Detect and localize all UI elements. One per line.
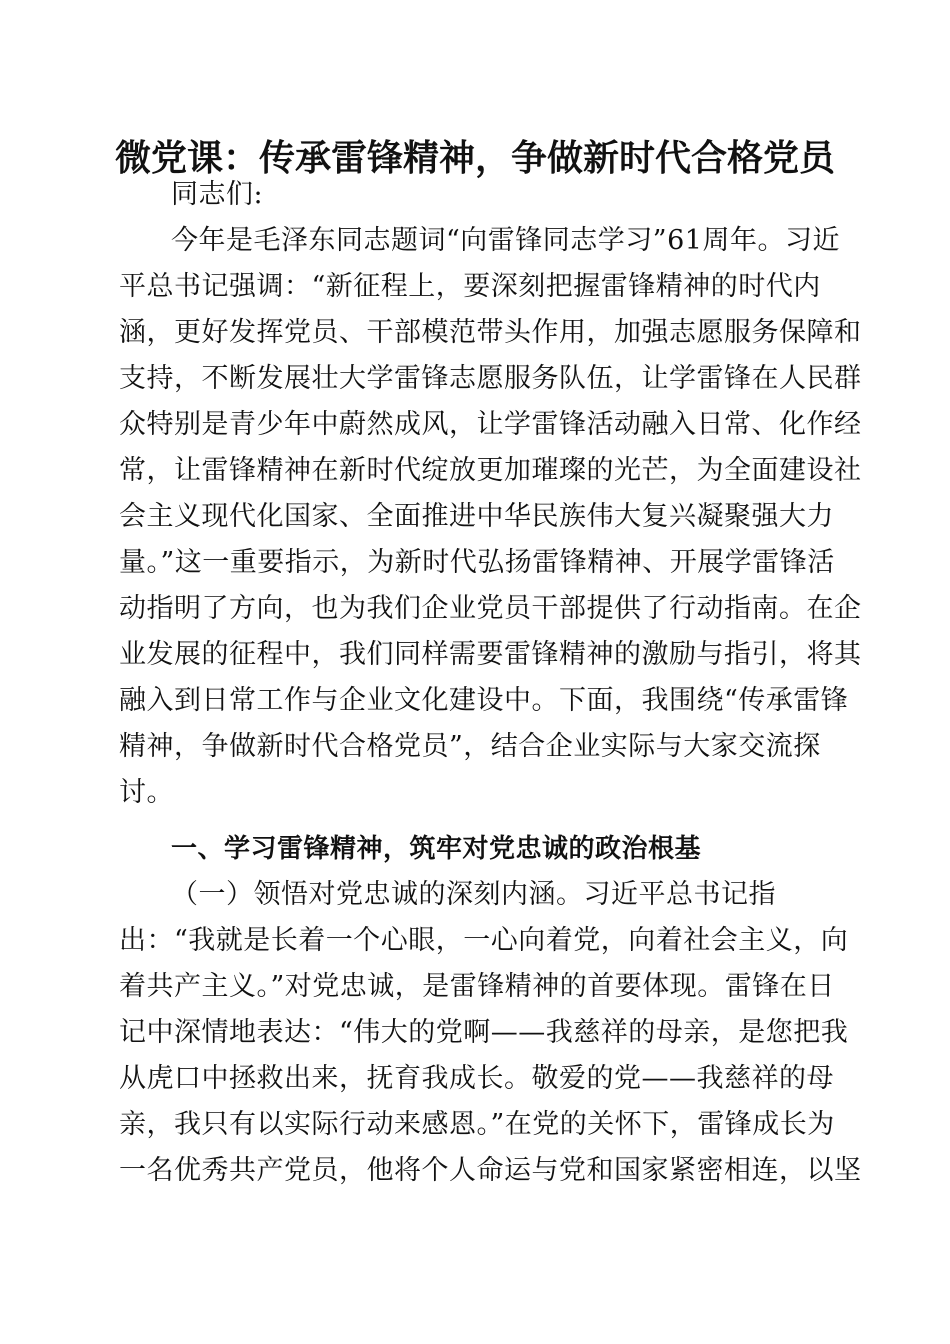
paragraph-line: 量。”这一重要指示，为新时代弘扬雷锋精神、开展学雷锋活 — [119, 547, 835, 578]
subsection-line: 记中深情地表达：“伟大的党啊——我慈祥的母亲，是您把我 — [119, 1017, 849, 1048]
paragraph-line: 众特别是青少年中蔚然成风，让学雷锋活动融入日常、化作经 — [119, 409, 862, 440]
greeting-line: 同志们: — [171, 179, 264, 210]
paragraph-line: 常，让雷锋精神在新时代绽放更加璀璨的光芒，为全面建设社 — [119, 455, 862, 486]
subsection-line: 亲，我只有以实际行动来感恩。”在党的关怀下，雷锋成长为 — [119, 1109, 835, 1140]
subsection-line: 一名优秀共产党员，他将个人命运与党和国家紧密相连，以坚 — [119, 1155, 862, 1186]
subsection-line: （一）领悟对党忠诚的深刻内涵。习近平总书记指 — [171, 879, 776, 910]
paragraph-line: 动指明了方向，也为我们企业党员干部提供了行动指南。在企 — [119, 593, 862, 624]
paragraph-line: 讨。 — [119, 777, 174, 808]
paragraph-line: 平总书记强调：“新征程上，要深刻把握雷锋精神的时代内 — [119, 271, 821, 302]
paragraph-line: 支持，不断发展壮大学雷锋志愿服务队伍，让学雷锋在人民群 — [119, 363, 862, 394]
paragraph-line: 今年是毛泽东同志题词“向雷锋同志学习”61周年。习近 — [171, 225, 840, 256]
subsection-line: 从虎口中拯救出来，抚育我成长。敬爱的党——我慈祥的母 — [119, 1063, 834, 1094]
section-heading: 一、学习雷锋精神，筑牢对党忠诚的政治根基 — [171, 834, 702, 864]
subsection-line: 着共产主义。”对党忠诚，是雷锋精神的首要体现。雷锋在日 — [119, 971, 835, 1002]
subsection-line: 出：“我就是长着一个心眼，一心向着党，向着社会主义，向 — [119, 925, 849, 956]
document-title: 微党课：传承雷锋精神，争做新时代合格党员 — [114, 137, 835, 179]
paragraph-line: 涵，更好发挥党员、干部模范带头作用，加强志愿服务保障和 — [119, 317, 862, 348]
paragraph-line: 精神，争做新时代合格党员”，结合企业实际与大家交流探 — [119, 731, 821, 762]
paragraph-line: 融入到日常工作与企业文化建设中。下面，我围绕“传承雷锋 — [119, 685, 849, 716]
paragraph-line: 会主义现代化国家、全面推进中华民族伟大复兴凝聚强大力 — [119, 501, 834, 532]
paragraph-line: 业发展的征程中，我们同样需要雷锋精神的激励与指引，将其 — [119, 639, 862, 670]
